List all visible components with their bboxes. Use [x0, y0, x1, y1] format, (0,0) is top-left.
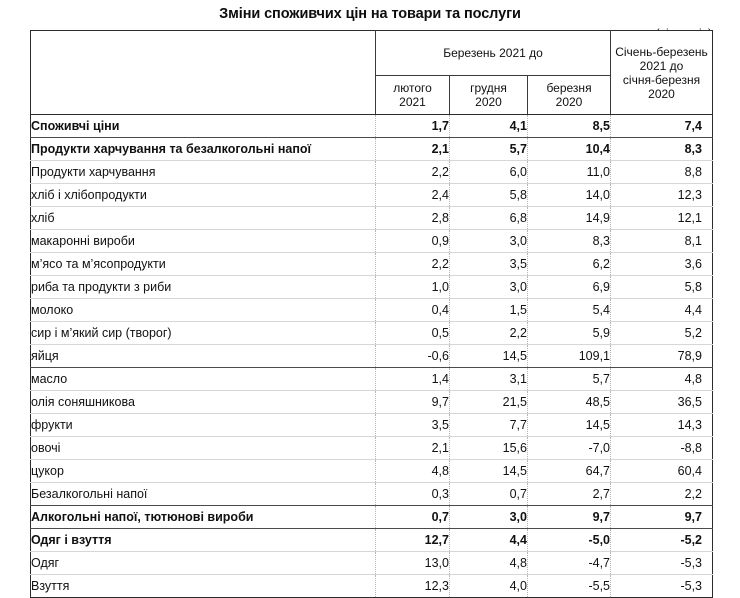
cell-value: -5,2 — [611, 529, 713, 552]
row-label: хліб і хлібопродукти — [31, 184, 376, 207]
cell-value: 0,9 — [376, 230, 450, 253]
cell-value: 0,3 — [376, 483, 450, 506]
cell-value: 36,5 — [611, 391, 713, 414]
subheader-2-line2: 2020 — [555, 95, 583, 109]
cell-value: 3,5 — [376, 414, 450, 437]
last-header-line4: 2020 — [648, 86, 675, 101]
cell-value: 0,5 — [376, 322, 450, 345]
subheader-2-line1: березня — [546, 81, 592, 95]
cell-value: 3,1 — [450, 368, 528, 391]
subheader-0-line2: 2021 — [399, 95, 426, 109]
cell-value: 12,3 — [611, 184, 713, 207]
row-label: Продукти харчування та безалкогольні напої — [31, 138, 376, 161]
subheader-december-2020 — [450, 76, 528, 115]
cell-value: 14,9 — [528, 207, 611, 230]
table-body — [31, 115, 713, 598]
cell-value: 5,8 — [611, 276, 713, 299]
cell-value: 1,5 — [450, 299, 528, 322]
cell-value: 15,6 — [450, 437, 528, 460]
cell-value: 3,0 — [450, 230, 528, 253]
cell-value: 11,0 — [528, 161, 611, 184]
cell-value: 3,5 — [450, 253, 528, 276]
cell-value: 4,0 — [450, 575, 528, 598]
cell-value: 1,0 — [376, 276, 450, 299]
cell-value: 8,1 — [611, 230, 713, 253]
cell-value: 5,8 — [450, 184, 528, 207]
row-label: Одяг — [31, 552, 376, 575]
table-row — [31, 230, 713, 253]
table-row — [31, 161, 713, 184]
table-row — [31, 460, 713, 483]
table-row — [31, 552, 713, 575]
table-row — [31, 299, 713, 322]
cell-value: 2,1 — [376, 437, 450, 460]
cell-value: 8,5 — [528, 115, 611, 138]
cell-value: 7,7 — [450, 414, 528, 437]
table-row — [31, 483, 713, 506]
cell-value: 10,4 — [528, 138, 611, 161]
row-label: Безалкогольні напої — [31, 483, 376, 506]
row-label: масло — [31, 368, 376, 391]
cell-value: 1,7 — [376, 115, 450, 138]
cell-value: 3,0 — [450, 506, 528, 529]
row-label: фрукти — [31, 414, 376, 437]
cell-value: 5,7 — [528, 368, 611, 391]
cell-value: 6,8 — [450, 207, 528, 230]
cell-value: 2,2 — [376, 161, 450, 184]
cell-value: 6,0 — [450, 161, 528, 184]
row-label: Взуття — [31, 575, 376, 598]
stub-header-cell — [31, 31, 376, 115]
group-header-jan-march-2021 — [611, 31, 713, 115]
cpi-table-container — [30, 30, 712, 598]
cell-value: 0,7 — [376, 506, 450, 529]
cell-value: -0,6 — [376, 345, 450, 368]
cell-value: 12,1 — [611, 207, 713, 230]
cell-value: 4,4 — [611, 299, 713, 322]
subheader-0-line1: лютого — [393, 81, 432, 95]
row-label: м’ясо та м’ясопродукти — [31, 253, 376, 276]
row-label: Споживчі ціни — [31, 115, 376, 138]
cell-value: 1,4 — [376, 368, 450, 391]
table-row — [31, 529, 713, 552]
cell-value: 6,9 — [528, 276, 611, 299]
group-header-march-2021: Березень 2021 до — [376, 31, 611, 76]
cell-value: 60,4 — [611, 460, 713, 483]
cell-value: -5,3 — [611, 575, 713, 598]
table-row — [31, 276, 713, 299]
table-row — [31, 253, 713, 276]
row-label: цукор — [31, 460, 376, 483]
row-label: яйця — [31, 345, 376, 368]
cell-value: -4,7 — [528, 552, 611, 575]
row-label: хліб — [31, 207, 376, 230]
table-header — [31, 31, 713, 115]
table-row — [31, 391, 713, 414]
cell-value: 8,3 — [611, 138, 713, 161]
row-label: олія соняшникова — [31, 391, 376, 414]
table-row — [31, 414, 713, 437]
cell-value: 2,2 — [376, 253, 450, 276]
table-row — [31, 345, 713, 368]
table-row — [31, 207, 713, 230]
cell-value: 14,5 — [450, 345, 528, 368]
cell-value: 2,4 — [376, 184, 450, 207]
table-row — [31, 506, 713, 529]
subheader-1-line1: грудня — [470, 81, 507, 95]
row-label: Продукти харчування — [31, 161, 376, 184]
row-label: макаронні вироби — [31, 230, 376, 253]
cell-value: 5,4 — [528, 299, 611, 322]
cell-value: 2,7 — [528, 483, 611, 506]
cell-value: 0,4 — [376, 299, 450, 322]
last-header-line2: 2021 до — [639, 58, 684, 73]
table-row — [31, 368, 713, 391]
cell-value: 14,3 — [611, 414, 713, 437]
page-title: Зміни споживчих цін на товари та послуги — [219, 6, 521, 22]
cell-value: 2,2 — [450, 322, 528, 345]
table-row — [31, 437, 713, 460]
table-row — [31, 322, 713, 345]
header-row-group — [31, 31, 713, 76]
cell-value: 3,0 — [450, 276, 528, 299]
subheader-february-2021 — [376, 76, 450, 115]
last-header-line1: Січень-березень — [615, 44, 708, 59]
cell-value: 78,9 — [611, 345, 713, 368]
cell-value: 7,4 — [611, 115, 713, 138]
cell-value: 9,7 — [528, 506, 611, 529]
cell-value: 8,3 — [528, 230, 611, 253]
cell-value: -5,3 — [611, 552, 713, 575]
row-label: риба та продукти з риби — [31, 276, 376, 299]
cell-value: 13,0 — [376, 552, 450, 575]
table-row — [31, 138, 713, 161]
row-label: Одяг і взуття — [31, 529, 376, 552]
cell-value: 12,7 — [376, 529, 450, 552]
cell-value: -5,5 — [528, 575, 611, 598]
cell-value: 4,8 — [376, 460, 450, 483]
cell-value: 4,1 — [450, 115, 528, 138]
consumer-price-index-table — [30, 30, 713, 598]
cell-value: 9,7 — [376, 391, 450, 414]
cell-value: -5,0 — [528, 529, 611, 552]
cell-value: 4,8 — [450, 552, 528, 575]
cell-value: 21,5 — [450, 391, 528, 414]
subheader-march-2020 — [528, 76, 611, 115]
cell-value: 14,5 — [528, 414, 611, 437]
cell-value: 14,5 — [450, 460, 528, 483]
table-row — [31, 115, 713, 138]
cell-value: 5,7 — [450, 138, 528, 161]
row-label: Алкогольні напої, тютюнові вироби — [31, 506, 376, 529]
cell-value: 109,1 — [528, 345, 611, 368]
cell-value: 9,7 — [611, 506, 713, 529]
row-label: молоко — [31, 299, 376, 322]
cell-value: 2,1 — [376, 138, 450, 161]
cell-value: 6,2 — [528, 253, 611, 276]
cell-value: 8,8 — [611, 161, 713, 184]
cell-value: 2,8 — [376, 207, 450, 230]
cell-value: 64,7 — [528, 460, 611, 483]
cell-value: 4,8 — [611, 368, 713, 391]
cell-value: 2,2 — [611, 483, 713, 506]
cell-value: 5,2 — [611, 322, 713, 345]
cell-value: 14,0 — [528, 184, 611, 207]
cell-value: 3,6 — [611, 253, 713, 276]
cell-value: -7,0 — [528, 437, 611, 460]
cell-value: 48,5 — [528, 391, 611, 414]
cell-value: 12,3 — [376, 575, 450, 598]
row-label: сир і м’який сир (творог) — [31, 322, 376, 345]
table-row — [31, 184, 713, 207]
cell-value: 4,4 — [450, 529, 528, 552]
cell-value: 0,7 — [450, 483, 528, 506]
table-row — [31, 575, 713, 598]
cell-value: -8,8 — [611, 437, 713, 460]
cell-value: 5,9 — [528, 322, 611, 345]
subheader-1-line2: 2020 — [475, 95, 502, 109]
last-header-line3: січня-березня — [622, 72, 701, 87]
row-label: овочі — [31, 437, 376, 460]
